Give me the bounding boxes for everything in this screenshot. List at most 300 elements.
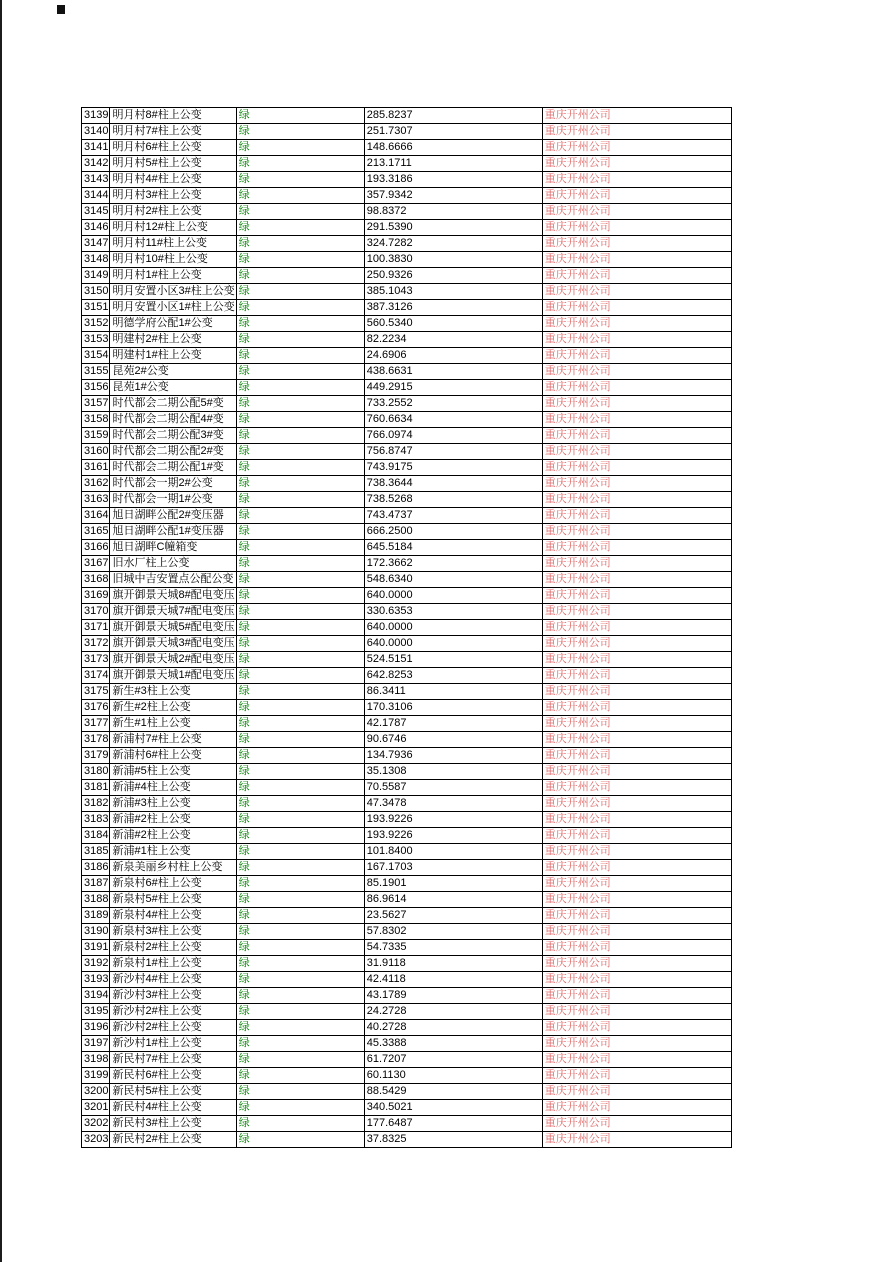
cell-company[interactable]: 重庆开州公司 — [542, 172, 731, 188]
cell-value[interactable]: 743.9175 — [364, 460, 542, 476]
cell-status[interactable]: 绿 — [236, 1100, 364, 1116]
cell-value[interactable]: 250.9326 — [364, 268, 542, 284]
cell-row-id[interactable]: 3167 — [82, 556, 110, 572]
cell-name[interactable]: 新浦#4柱上公变 — [110, 780, 236, 796]
cell-row-id[interactable]: 3139 — [82, 108, 110, 124]
cell-name[interactable]: 昆苑2#公变 — [110, 364, 236, 380]
cell-name[interactable]: 新浦#1柱上公变 — [110, 844, 236, 860]
cell-value[interactable]: 251.7307 — [364, 124, 542, 140]
cell-company[interactable]: 重庆开州公司 — [542, 988, 731, 1004]
cell-row-id[interactable]: 3174 — [82, 668, 110, 684]
cell-company[interactable]: 重庆开州公司 — [542, 780, 731, 796]
cell-name[interactable]: 明建村1#柱上公变 — [110, 348, 236, 364]
cell-status[interactable]: 绿 — [236, 284, 364, 300]
cell-row-id[interactable]: 3178 — [82, 732, 110, 748]
cell-name[interactable]: 新泉村2#柱上公变 — [110, 940, 236, 956]
cell-name[interactable]: 明建村2#柱上公变 — [110, 332, 236, 348]
cell-row-id[interactable]: 3198 — [82, 1052, 110, 1068]
cell-company[interactable]: 重庆开州公司 — [542, 412, 731, 428]
cell-company[interactable]: 重庆开州公司 — [542, 284, 731, 300]
cell-row-id[interactable]: 3170 — [82, 604, 110, 620]
cell-name[interactable]: 明月村3#柱上公变 — [110, 188, 236, 204]
cell-value[interactable]: 340.5021 — [364, 1100, 542, 1116]
cell-status[interactable]: 绿 — [236, 316, 364, 332]
cell-name[interactable]: 时代都会一期2#公变 — [110, 476, 236, 492]
cell-status[interactable]: 绿 — [236, 124, 364, 140]
cell-row-id[interactable]: 3160 — [82, 444, 110, 460]
cell-name[interactable]: 明月村7#柱上公变 — [110, 124, 236, 140]
cell-status[interactable]: 绿 — [236, 892, 364, 908]
cell-value[interactable]: 385.1043 — [364, 284, 542, 300]
cell-status[interactable]: 绿 — [236, 1116, 364, 1132]
cell-status[interactable]: 绿 — [236, 988, 364, 1004]
cell-company[interactable]: 重庆开州公司 — [542, 460, 731, 476]
cell-value[interactable]: 31.9118 — [364, 956, 542, 972]
cell-name[interactable]: 新沙村2#柱上公变 — [110, 1020, 236, 1036]
cell-name[interactable]: 新生#2柱上公变 — [110, 700, 236, 716]
cell-name[interactable]: 新民村7#柱上公变 — [110, 1052, 236, 1068]
cell-value[interactable]: 170.3106 — [364, 700, 542, 716]
cell-company[interactable]: 重庆开州公司 — [542, 444, 731, 460]
cell-row-id[interactable]: 3186 — [82, 860, 110, 876]
cell-value[interactable]: 54.7335 — [364, 940, 542, 956]
cell-row-id[interactable]: 3199 — [82, 1068, 110, 1084]
cell-company[interactable]: 重庆开州公司 — [542, 1068, 731, 1084]
cell-value[interactable]: 640.0000 — [364, 588, 542, 604]
cell-status[interactable]: 绿 — [236, 844, 364, 860]
cell-status[interactable]: 绿 — [236, 348, 364, 364]
cell-value[interactable]: 45.3388 — [364, 1036, 542, 1052]
cell-name[interactable]: 新沙村2#柱上公变 — [110, 1004, 236, 1020]
cell-company[interactable]: 重庆开州公司 — [542, 1036, 731, 1052]
cell-company[interactable]: 重庆开州公司 — [542, 1116, 731, 1132]
cell-status[interactable]: 绿 — [236, 476, 364, 492]
cell-status[interactable]: 绿 — [236, 748, 364, 764]
cell-row-id[interactable]: 3190 — [82, 924, 110, 940]
cell-company[interactable]: 重庆开州公司 — [542, 812, 731, 828]
cell-status[interactable]: 绿 — [236, 412, 364, 428]
cell-value[interactable]: 756.8747 — [364, 444, 542, 460]
cell-row-id[interactable]: 3187 — [82, 876, 110, 892]
cell-value[interactable]: 640.0000 — [364, 636, 542, 652]
cell-status[interactable]: 绿 — [236, 156, 364, 172]
cell-value[interactable]: 193.9226 — [364, 812, 542, 828]
cell-value[interactable]: 193.3186 — [364, 172, 542, 188]
cell-company[interactable]: 重庆开州公司 — [542, 140, 731, 156]
cell-name[interactable]: 旭日湖畔公配2#变压器 — [110, 508, 236, 524]
cell-row-id[interactable]: 3159 — [82, 428, 110, 444]
cell-company[interactable]: 重庆开州公司 — [542, 1132, 731, 1148]
cell-company[interactable]: 重庆开州公司 — [542, 684, 731, 700]
cell-name[interactable]: 旗开御景天城8#配电变压 — [110, 588, 236, 604]
cell-company[interactable]: 重庆开州公司 — [542, 540, 731, 556]
cell-row-id[interactable]: 3144 — [82, 188, 110, 204]
cell-row-id[interactable]: 3189 — [82, 908, 110, 924]
cell-name[interactable]: 时代都会二期公配5#变 — [110, 396, 236, 412]
cell-status[interactable]: 绿 — [236, 604, 364, 620]
cell-row-id[interactable]: 3153 — [82, 332, 110, 348]
cell-value[interactable]: 213.1711 — [364, 156, 542, 172]
cell-value[interactable]: 24.6906 — [364, 348, 542, 364]
cell-status[interactable]: 绿 — [236, 812, 364, 828]
cell-name[interactable]: 新浦#2柱上公变 — [110, 828, 236, 844]
cell-status[interactable]: 绿 — [236, 908, 364, 924]
cell-value[interactable]: 70.5587 — [364, 780, 542, 796]
cell-status[interactable]: 绿 — [236, 108, 364, 124]
cell-company[interactable]: 重庆开州公司 — [542, 156, 731, 172]
cell-value[interactable]: 738.3644 — [364, 476, 542, 492]
cell-company[interactable]: 重庆开州公司 — [542, 940, 731, 956]
cell-company[interactable]: 重庆开州公司 — [542, 764, 731, 780]
cell-row-id[interactable]: 3175 — [82, 684, 110, 700]
cell-value[interactable]: 645.5184 — [364, 540, 542, 556]
cell-value[interactable]: 357.9342 — [364, 188, 542, 204]
cell-name[interactable]: 新浦#5柱上公变 — [110, 764, 236, 780]
cell-value[interactable]: 101.8400 — [364, 844, 542, 860]
cell-status[interactable]: 绿 — [236, 540, 364, 556]
cell-name[interactable]: 旧城中吉安置点公配公变 — [110, 572, 236, 588]
cell-value[interactable]: 438.6631 — [364, 364, 542, 380]
cell-row-id[interactable]: 3161 — [82, 460, 110, 476]
cell-status[interactable]: 绿 — [236, 732, 364, 748]
cell-company[interactable]: 重庆开州公司 — [542, 108, 731, 124]
cell-row-id[interactable]: 3143 — [82, 172, 110, 188]
cell-row-id[interactable]: 3197 — [82, 1036, 110, 1052]
cell-name[interactable]: 时代都会一期1#公变 — [110, 492, 236, 508]
cell-company[interactable]: 重庆开州公司 — [542, 188, 731, 204]
cell-row-id[interactable]: 3184 — [82, 828, 110, 844]
cell-company[interactable]: 重庆开州公司 — [542, 956, 731, 972]
cell-status[interactable]: 绿 — [236, 828, 364, 844]
cell-row-id[interactable]: 3183 — [82, 812, 110, 828]
cell-company[interactable]: 重庆开州公司 — [542, 796, 731, 812]
cell-name[interactable]: 新浦#2柱上公变 — [110, 812, 236, 828]
cell-name[interactable]: 明月村12#柱上公变 — [110, 220, 236, 236]
cell-company[interactable]: 重庆开州公司 — [542, 348, 731, 364]
cell-status[interactable]: 绿 — [236, 252, 364, 268]
cell-row-id[interactable]: 3177 — [82, 716, 110, 732]
cell-row-id[interactable]: 3169 — [82, 588, 110, 604]
cell-company[interactable]: 重庆开州公司 — [542, 300, 731, 316]
cell-status[interactable]: 绿 — [236, 876, 364, 892]
cell-value[interactable]: 449.2915 — [364, 380, 542, 396]
cell-company[interactable]: 重庆开州公司 — [542, 876, 731, 892]
cell-company[interactable]: 重庆开州公司 — [542, 220, 731, 236]
cell-company[interactable]: 重庆开州公司 — [542, 748, 731, 764]
cell-value[interactable]: 330.6353 — [364, 604, 542, 620]
cell-row-id[interactable]: 3192 — [82, 956, 110, 972]
cell-name[interactable]: 新浦#3柱上公变 — [110, 796, 236, 812]
cell-row-id[interactable]: 3173 — [82, 652, 110, 668]
cell-name[interactable]: 旗开御景天城7#配电变压 — [110, 604, 236, 620]
cell-name[interactable]: 明月村2#柱上公变 — [110, 204, 236, 220]
cell-name[interactable]: 明月村10#柱上公变 — [110, 252, 236, 268]
cell-row-id[interactable]: 3168 — [82, 572, 110, 588]
cell-status[interactable]: 绿 — [236, 268, 364, 284]
cell-name[interactable]: 旭日湖畔公配1#变压器 — [110, 524, 236, 540]
cell-row-id[interactable]: 3142 — [82, 156, 110, 172]
cell-value[interactable]: 57.8302 — [364, 924, 542, 940]
cell-company[interactable]: 重庆开州公司 — [542, 924, 731, 940]
cell-name[interactable]: 旗开御景天城3#配电变压 — [110, 636, 236, 652]
cell-row-id[interactable]: 3147 — [82, 236, 110, 252]
cell-row-id[interactable]: 3145 — [82, 204, 110, 220]
cell-value[interactable]: 324.7282 — [364, 236, 542, 252]
cell-status[interactable]: 绿 — [236, 1004, 364, 1020]
cell-company[interactable]: 重庆开州公司 — [542, 1052, 731, 1068]
cell-row-id[interactable]: 3180 — [82, 764, 110, 780]
cell-company[interactable]: 重庆开州公司 — [542, 476, 731, 492]
cell-value[interactable]: 743.4737 — [364, 508, 542, 524]
cell-status[interactable]: 绿 — [236, 684, 364, 700]
cell-value[interactable]: 642.8253 — [364, 668, 542, 684]
cell-row-id[interactable]: 3179 — [82, 748, 110, 764]
cell-status[interactable]: 绿 — [236, 332, 364, 348]
cell-name[interactable]: 明月村1#柱上公变 — [110, 268, 236, 284]
cell-row-id[interactable]: 3201 — [82, 1100, 110, 1116]
cell-value[interactable]: 37.8325 — [364, 1132, 542, 1148]
cell-value[interactable]: 548.6340 — [364, 572, 542, 588]
cell-row-id[interactable]: 3157 — [82, 396, 110, 412]
cell-name[interactable]: 新泉村1#柱上公变 — [110, 956, 236, 972]
cell-name[interactable]: 新泉村4#柱上公变 — [110, 908, 236, 924]
cell-value[interactable]: 24.2728 — [364, 1004, 542, 1020]
cell-company[interactable]: 重庆开州公司 — [542, 700, 731, 716]
cell-name[interactable]: 新泉村5#柱上公变 — [110, 892, 236, 908]
cell-status[interactable]: 绿 — [236, 364, 364, 380]
cell-status[interactable]: 绿 — [236, 1084, 364, 1100]
cell-status[interactable]: 绿 — [236, 1052, 364, 1068]
cell-value[interactable]: 738.5268 — [364, 492, 542, 508]
cell-name[interactable]: 新生#1柱上公变 — [110, 716, 236, 732]
cell-company[interactable]: 重庆开州公司 — [542, 572, 731, 588]
cell-name[interactable]: 明月村6#柱上公变 — [110, 140, 236, 156]
cell-row-id[interactable]: 3148 — [82, 252, 110, 268]
cell-status[interactable]: 绿 — [236, 524, 364, 540]
cell-name[interactable]: 明月村8#柱上公变 — [110, 108, 236, 124]
cell-name[interactable]: 明月安置小区1#柱上公变 — [110, 300, 236, 316]
cell-company[interactable]: 重庆开州公司 — [542, 236, 731, 252]
cell-name[interactable]: 旗开御景天城5#配电变压 — [110, 620, 236, 636]
cell-company[interactable]: 重庆开州公司 — [542, 364, 731, 380]
cell-value[interactable]: 43.1789 — [364, 988, 542, 1004]
cell-status[interactable]: 绿 — [236, 636, 364, 652]
cell-row-id[interactable]: 3191 — [82, 940, 110, 956]
cell-status[interactable]: 绿 — [236, 956, 364, 972]
cell-row-id[interactable]: 3165 — [82, 524, 110, 540]
cell-status[interactable]: 绿 — [236, 1068, 364, 1084]
cell-company[interactable]: 重庆开州公司 — [542, 652, 731, 668]
cell-value[interactable]: 766.0974 — [364, 428, 542, 444]
cell-status[interactable]: 绿 — [236, 172, 364, 188]
cell-company[interactable]: 重庆开州公司 — [542, 556, 731, 572]
cell-company[interactable]: 重庆开州公司 — [542, 844, 731, 860]
cell-value[interactable]: 86.3411 — [364, 684, 542, 700]
cell-row-id[interactable]: 3185 — [82, 844, 110, 860]
cell-status[interactable]: 绿 — [236, 188, 364, 204]
cell-company[interactable]: 重庆开州公司 — [542, 828, 731, 844]
cell-status[interactable]: 绿 — [236, 572, 364, 588]
cell-row-id[interactable]: 3163 — [82, 492, 110, 508]
cell-company[interactable]: 重庆开州公司 — [542, 636, 731, 652]
cell-name[interactable]: 明月安置小区3#柱上公变 — [110, 284, 236, 300]
cell-status[interactable]: 绿 — [236, 140, 364, 156]
cell-row-id[interactable]: 3166 — [82, 540, 110, 556]
cell-name[interactable]: 新泉村3#柱上公变 — [110, 924, 236, 940]
cell-company[interactable]: 重庆开州公司 — [542, 892, 731, 908]
cell-name[interactable]: 旧水厂柱上公变 — [110, 556, 236, 572]
cell-status[interactable]: 绿 — [236, 300, 364, 316]
cell-name[interactable]: 时代都会二期公配3#变 — [110, 428, 236, 444]
cell-value[interactable]: 760.6634 — [364, 412, 542, 428]
cell-status[interactable]: 绿 — [236, 940, 364, 956]
cell-status[interactable]: 绿 — [236, 1020, 364, 1036]
cell-company[interactable]: 重庆开州公司 — [542, 908, 731, 924]
cell-value[interactable]: 172.3662 — [364, 556, 542, 572]
cell-status[interactable]: 绿 — [236, 668, 364, 684]
cell-company[interactable]: 重庆开州公司 — [542, 492, 731, 508]
cell-value[interactable]: 148.6666 — [364, 140, 542, 156]
cell-name[interactable]: 新民村3#柱上公变 — [110, 1116, 236, 1132]
cell-name[interactable]: 旗开御景天城2#配电变压 — [110, 652, 236, 668]
cell-company[interactable]: 重庆开州公司 — [542, 1100, 731, 1116]
cell-row-id[interactable]: 3193 — [82, 972, 110, 988]
cell-status[interactable]: 绿 — [236, 652, 364, 668]
cell-name[interactable]: 新民村4#柱上公变 — [110, 1100, 236, 1116]
cell-row-id[interactable]: 3202 — [82, 1116, 110, 1132]
cell-name[interactable]: 新沙村4#柱上公变 — [110, 972, 236, 988]
cell-name[interactable]: 昆苑1#公变 — [110, 380, 236, 396]
cell-company[interactable]: 重庆开州公司 — [542, 428, 731, 444]
cell-company[interactable]: 重庆开州公司 — [542, 1004, 731, 1020]
cell-value[interactable]: 666.2500 — [364, 524, 542, 540]
cell-name[interactable]: 明月村11#柱上公变 — [110, 236, 236, 252]
cell-company[interactable]: 重庆开州公司 — [542, 1084, 731, 1100]
cell-row-id[interactable]: 3182 — [82, 796, 110, 812]
cell-row-id[interactable]: 3155 — [82, 364, 110, 380]
cell-row-id[interactable]: 3158 — [82, 412, 110, 428]
cell-status[interactable]: 绿 — [236, 780, 364, 796]
cell-value[interactable]: 60.1130 — [364, 1068, 542, 1084]
cell-row-id[interactable]: 3141 — [82, 140, 110, 156]
cell-status[interactable]: 绿 — [236, 1036, 364, 1052]
cell-value[interactable]: 82.2234 — [364, 332, 542, 348]
cell-status[interactable]: 绿 — [236, 1132, 364, 1148]
cell-value[interactable]: 47.3478 — [364, 796, 542, 812]
cell-company[interactable]: 重庆开州公司 — [542, 252, 731, 268]
cell-status[interactable]: 绿 — [236, 796, 364, 812]
cell-status[interactable]: 绿 — [236, 428, 364, 444]
cell-company[interactable]: 重庆开州公司 — [542, 332, 731, 348]
cell-status[interactable]: 绿 — [236, 764, 364, 780]
cell-value[interactable]: 88.5429 — [364, 1084, 542, 1100]
cell-status[interactable]: 绿 — [236, 460, 364, 476]
cell-status[interactable]: 绿 — [236, 556, 364, 572]
cell-row-id[interactable]: 3140 — [82, 124, 110, 140]
cell-value[interactable]: 100.3830 — [364, 252, 542, 268]
cell-row-id[interactable]: 3154 — [82, 348, 110, 364]
cell-name[interactable]: 旗开御景天城1#配电变压 — [110, 668, 236, 684]
cell-value[interactable]: 42.1787 — [364, 716, 542, 732]
cell-company[interactable]: 重庆开州公司 — [542, 588, 731, 604]
cell-row-id[interactable]: 3200 — [82, 1084, 110, 1100]
cell-status[interactable]: 绿 — [236, 716, 364, 732]
cell-value[interactable]: 167.1703 — [364, 860, 542, 876]
cell-name[interactable]: 明月村4#柱上公变 — [110, 172, 236, 188]
cell-value[interactable]: 42.4118 — [364, 972, 542, 988]
cell-value[interactable]: 23.5627 — [364, 908, 542, 924]
cell-status[interactable]: 绿 — [236, 700, 364, 716]
cell-company[interactable]: 重庆开州公司 — [542, 620, 731, 636]
cell-row-id[interactable]: 3196 — [82, 1020, 110, 1036]
cell-company[interactable]: 重庆开州公司 — [542, 1020, 731, 1036]
cell-row-id[interactable]: 3172 — [82, 636, 110, 652]
cell-status[interactable]: 绿 — [236, 396, 364, 412]
cell-value[interactable]: 134.7936 — [364, 748, 542, 764]
cell-status[interactable]: 绿 — [236, 380, 364, 396]
cell-name[interactable]: 明德学府公配1#公变 — [110, 316, 236, 332]
cell-company[interactable]: 重庆开州公司 — [542, 860, 731, 876]
cell-name[interactable]: 新民村6#柱上公变 — [110, 1068, 236, 1084]
cell-row-id[interactable]: 3146 — [82, 220, 110, 236]
cell-row-id[interactable]: 3176 — [82, 700, 110, 716]
cell-company[interactable]: 重庆开州公司 — [542, 508, 731, 524]
cell-value[interactable]: 85.1901 — [364, 876, 542, 892]
cell-value[interactable]: 193.9226 — [364, 828, 542, 844]
cell-row-id[interactable]: 3164 — [82, 508, 110, 524]
cell-row-id[interactable]: 3150 — [82, 284, 110, 300]
cell-name[interactable]: 新泉村6#柱上公变 — [110, 876, 236, 892]
cell-value[interactable]: 35.1308 — [364, 764, 542, 780]
cell-status[interactable]: 绿 — [236, 972, 364, 988]
cell-name[interactable]: 新浦村7#柱上公变 — [110, 732, 236, 748]
cell-row-id[interactable]: 3152 — [82, 316, 110, 332]
cell-row-id[interactable]: 3194 — [82, 988, 110, 1004]
cell-value[interactable]: 733.2552 — [364, 396, 542, 412]
cell-row-id[interactable]: 3188 — [82, 892, 110, 908]
cell-status[interactable]: 绿 — [236, 236, 364, 252]
cell-company[interactable]: 重庆开州公司 — [542, 604, 731, 620]
cell-row-id[interactable]: 3171 — [82, 620, 110, 636]
cell-status[interactable]: 绿 — [236, 444, 364, 460]
cell-name[interactable]: 新沙村3#柱上公变 — [110, 988, 236, 1004]
cell-value[interactable]: 40.2728 — [364, 1020, 542, 1036]
cell-row-id[interactable]: 3149 — [82, 268, 110, 284]
cell-company[interactable]: 重庆开州公司 — [542, 972, 731, 988]
cell-company[interactable]: 重庆开州公司 — [542, 524, 731, 540]
cell-name[interactable]: 新泉美丽乡村柱上公变 — [110, 860, 236, 876]
cell-company[interactable]: 重庆开州公司 — [542, 668, 731, 684]
cell-status[interactable]: 绿 — [236, 220, 364, 236]
cell-value[interactable]: 90.6746 — [364, 732, 542, 748]
cell-status[interactable]: 绿 — [236, 860, 364, 876]
cell-company[interactable]: 重庆开州公司 — [542, 204, 731, 220]
cell-company[interactable]: 重庆开州公司 — [542, 380, 731, 396]
cell-value[interactable]: 291.5390 — [364, 220, 542, 236]
cell-name[interactable]: 新生#3柱上公变 — [110, 684, 236, 700]
cell-value[interactable]: 86.9614 — [364, 892, 542, 908]
cell-name[interactable]: 新民村2#柱上公变 — [110, 1132, 236, 1148]
cell-value[interactable]: 98.8372 — [364, 204, 542, 220]
cell-name[interactable]: 时代都会二期公配4#变 — [110, 412, 236, 428]
cell-company[interactable]: 重庆开州公司 — [542, 732, 731, 748]
cell-row-id[interactable]: 3195 — [82, 1004, 110, 1020]
cell-company[interactable]: 重庆开州公司 — [542, 316, 731, 332]
cell-name[interactable]: 旭日湖畔C幢箱变 — [110, 540, 236, 556]
cell-company[interactable]: 重庆开州公司 — [542, 396, 731, 412]
cell-value[interactable]: 560.5340 — [364, 316, 542, 332]
cell-company[interactable]: 重庆开州公司 — [542, 716, 731, 732]
